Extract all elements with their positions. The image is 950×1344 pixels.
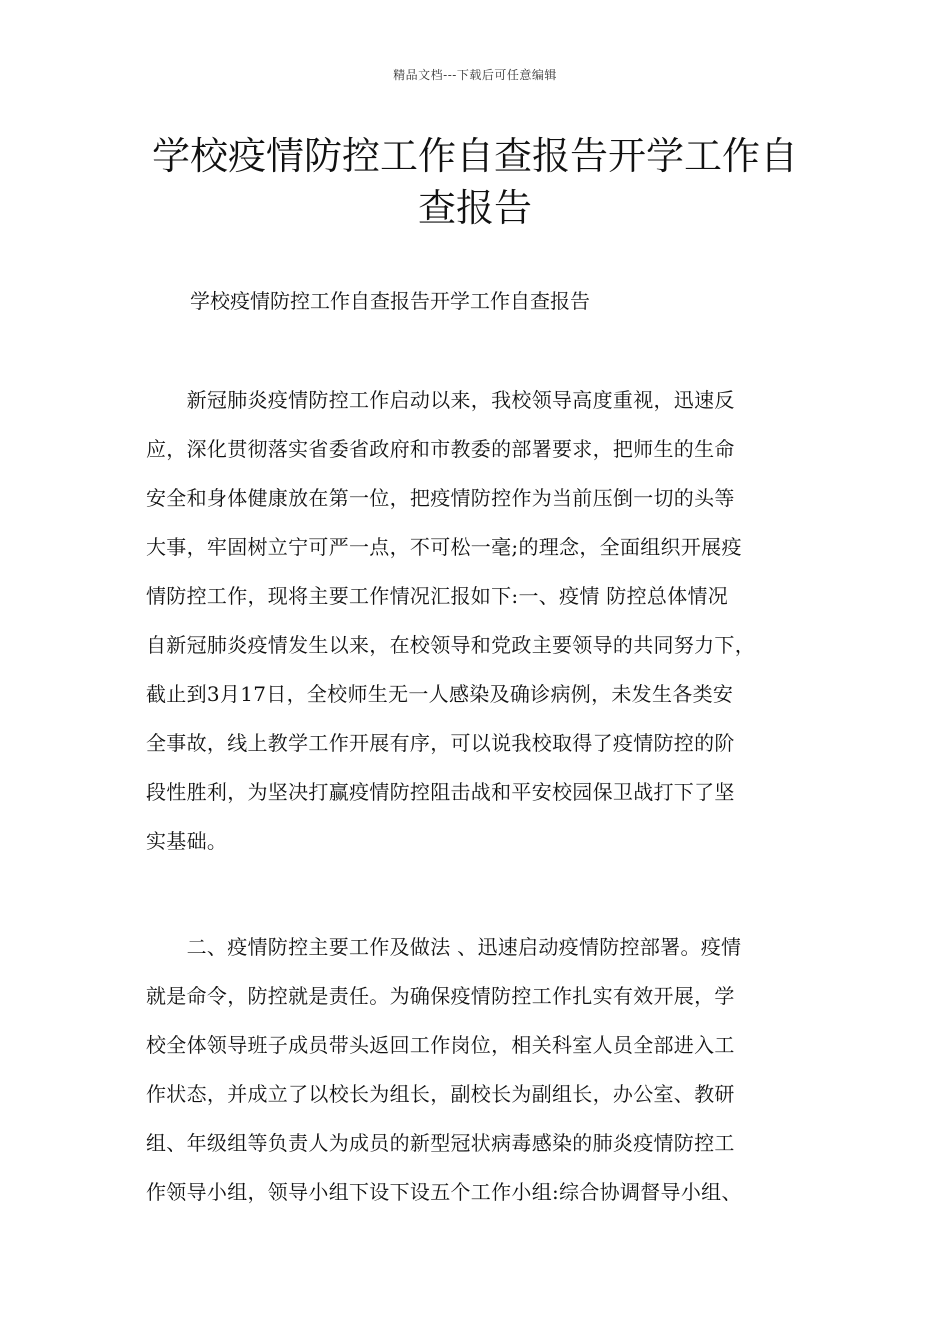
text-line: 作状态，并成立了以校长为组长，副校长为副组长，办公室、教研 <box>146 1082 735 1106</box>
text-line: 新冠肺炎疫情防控工作启动以来，我校领导高度重视，迅速反 <box>146 388 735 412</box>
text-line: 截止到3月17日，全校师生无一人感染及确诊病例，未发生各类安 <box>146 682 734 706</box>
text-line: 安全和身体健康放在第一位，把疫情防控作为当前压倒一切的头等 <box>146 486 735 510</box>
text-line: 实基础。 <box>146 829 228 853</box>
text-line: 二、疫情防控主要工作及做法 、迅速启动疫情防控部署。疫情 <box>146 935 742 959</box>
text-line: 全事故，线上教学工作开展有序，可以说我校取得了疫情防控的阶 <box>146 731 735 755</box>
document-subtitle: 学校疫情防控工作自查报告开学工作自查报告 <box>190 289 590 313</box>
text-line: 作领导小组，领导小组下设下设五个工作小组:综合协调督导小组、 <box>146 1180 742 1204</box>
text-line: 自新冠肺炎疫情发生以来，在校领导和党政主要领导的共同努力下， <box>146 633 755 657</box>
text-line: 应，深化贯彻落实省委省政府和市教委的部署要求，把师生的生命 <box>146 437 735 461</box>
body-paragraph <box>146 376 806 866</box>
text-line: 组、年级组等负责人为成员的新型冠状病毒感染的肺炎疫情防控工 <box>146 1131 735 1155</box>
text-line: 就是命令，防控就是责任。为确保疫情防控工作扎实有效开展，学 <box>146 984 735 1008</box>
text-line: 校全体领导班子成员带头返回工作岗位，相关科室人员全部进入工 <box>146 1033 735 1057</box>
title-line: 学校疫情防控工作自查报告开学工作自 <box>151 134 798 178</box>
text-line: 段性胜利，为坚决打赢疫情防控阻击战和平安校园保卫战打下了坚 <box>146 780 735 804</box>
body-paragraph <box>146 923 806 1217</box>
text-line: 情防控工作，现将主要工作情况汇报如下:一、疫情 防控总体情况 <box>146 584 729 608</box>
document-title <box>130 130 820 234</box>
text-line: 大事，牢固树立宁可严一点，不可松一毫;的理念，全面组织开展疫 <box>146 535 742 559</box>
title-line: 查报告 <box>417 186 532 230</box>
page-header: 精品文档---下载后可任意编辑 <box>393 68 557 82</box>
